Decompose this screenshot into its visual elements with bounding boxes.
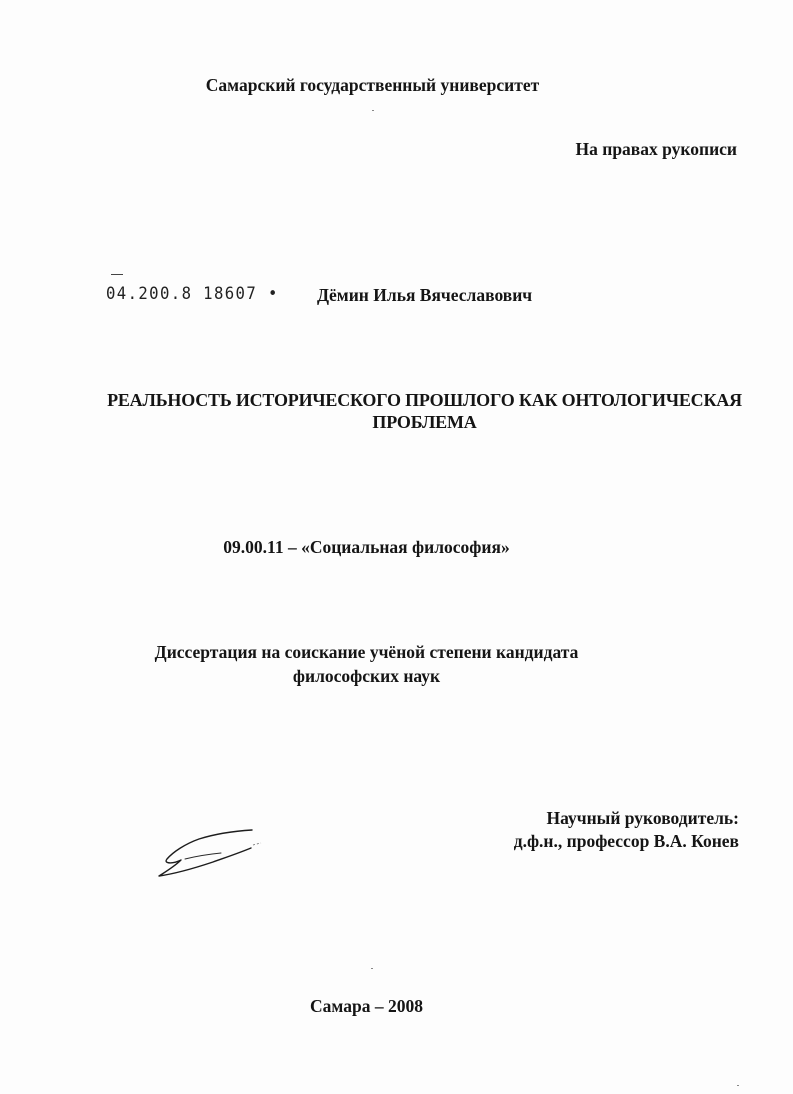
registry-number-stamp — [106, 284, 279, 304]
title-line-1: РЕАЛЬНОСТЬ ИСТОРИЧЕСКОГО ПРОШЛОГО КАК ОНТОЛОГИЧЕСКАЯ — [107, 390, 742, 410]
purpose-line-1: Диссертация на соискание учёной степени кандидата — [154, 642, 579, 662]
registry-number: 04.200.8 18607 — [106, 284, 258, 304]
author-name: Дёмин Илья Вячеславович — [317, 285, 533, 305]
purpose-line-2: философских наук — [292, 666, 441, 686]
manuscript-note: На правах рукописи — [575, 139, 737, 159]
supervisor-block — [514, 807, 739, 853]
scan-speck — [372, 110, 374, 111]
dissertation-purpose — [0, 640, 763, 688]
title-line-2: ПРОБЛЕМА — [372, 412, 477, 432]
registry-dot-mark: • — [257, 284, 279, 304]
city-year: Самара – 2008 — [310, 996, 423, 1016]
dissertation-title — [28, 389, 793, 433]
supervisor-name: д.ф.н., профессор В.А. Конев — [513, 831, 739, 851]
handwritten-signature — [155, 826, 265, 882]
university-name: Самарский государственный университет — [205, 75, 540, 95]
supervisor-label: Научный руководитель: — [546, 808, 739, 828]
scan-speck — [371, 968, 373, 969]
registry-stamp-mark — [111, 274, 123, 275]
scan-speck — [737, 1085, 739, 1086]
specialty-code: 09.00.11 – «Социальная философия» — [223, 537, 510, 557]
